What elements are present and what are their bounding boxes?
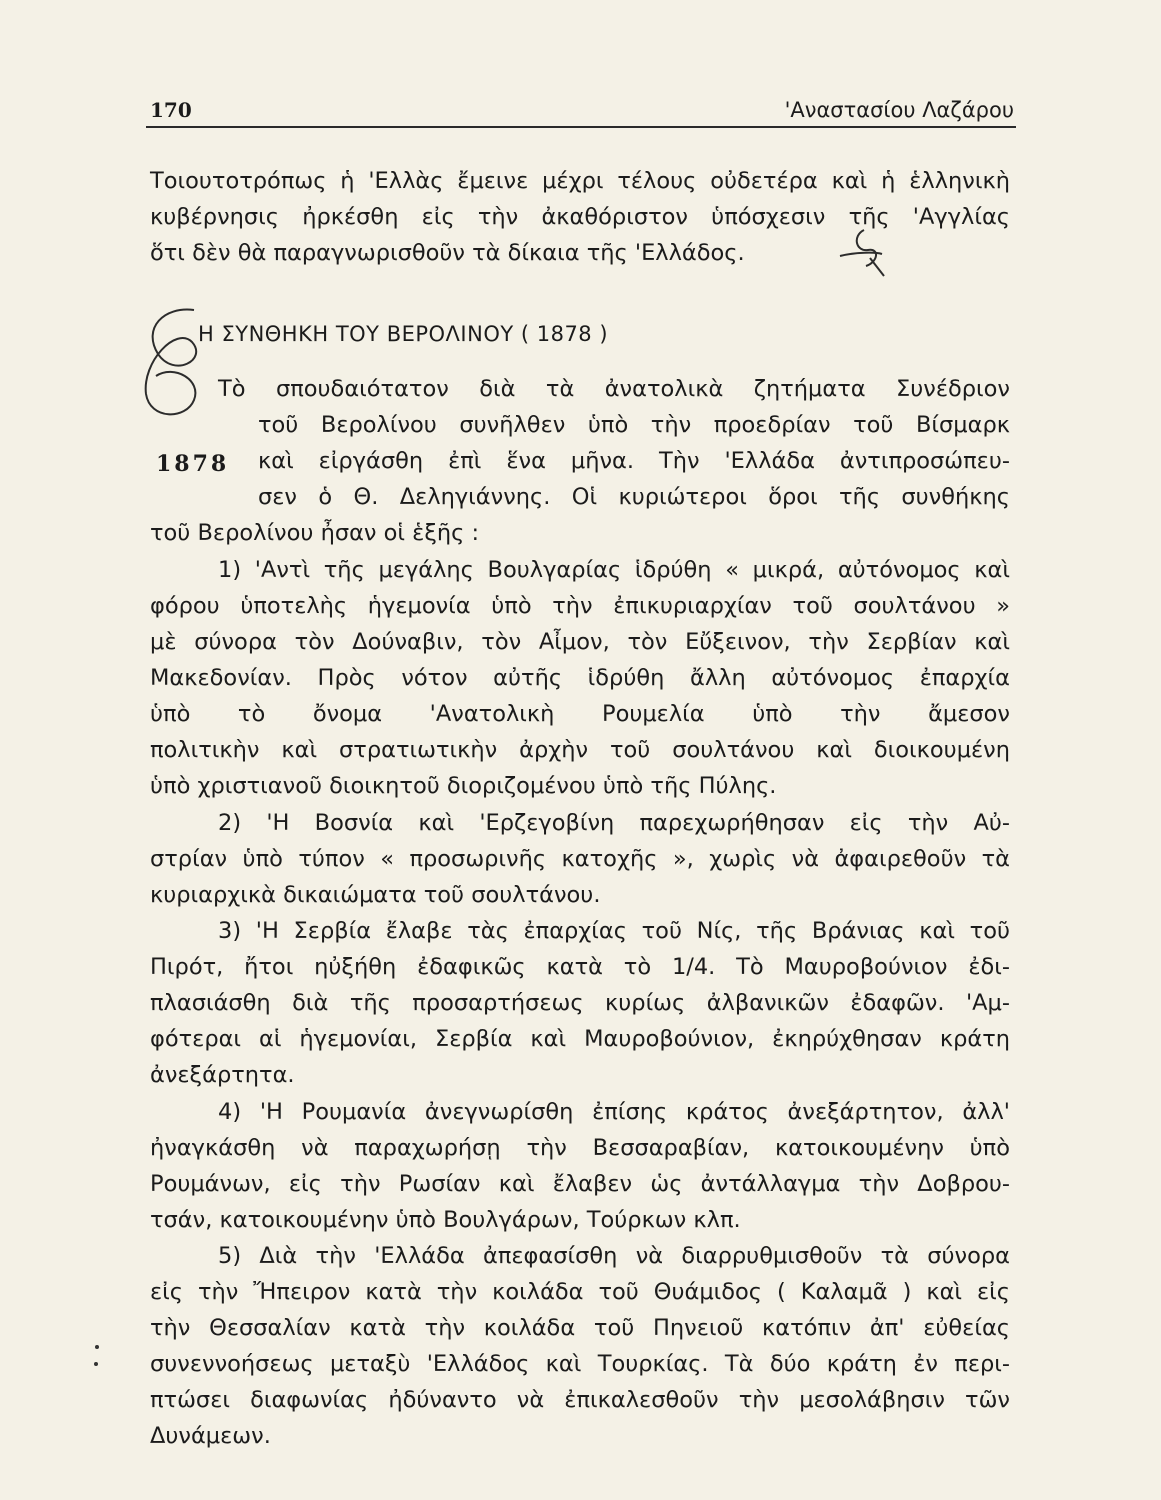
paragraph-line: Μακεδονίαν. Πρὸς νότον αὐτῆς ἱδρύθη ἄλλη αὐτόνομος ἐπαρχία — [150, 665, 1010, 691]
paragraph-line: καὶ εἰργάσθη ἐπὶ ἕνα μῆνα. Τὴν 'Ελλάδα ἀντιπροσώπευ- — [258, 448, 1010, 474]
paragraph-line: 3) 'Η Σερβία ἔλαβε τὰς ἐπαρχίας τοῦ Νίς, τῆς Βράνιας καὶ τοῦ — [218, 918, 1010, 944]
paragraph-line: στρίαν ὑπὸ τύπον « προσωρινῆς κατοχῆς », χωρὶς νὰ ἀφαιρεθοῦν τὰ — [150, 846, 1010, 872]
paragraph-line: Ρουμάνων, εἰς τὴν Ρωσίαν καὶ ἔλαβεν ὡς ἀντάλλαγμα τὴν Δοβρου- — [150, 1171, 1010, 1197]
paragraph-line: 4) 'Η Ρουμανία ἀνεγνωρίσθη ἐπίσης κράτος ἀνεξάρτητον, ἀλλ' — [218, 1099, 1010, 1125]
paragraph-line: πτώσει διαφωνίας ἠδύναντο νὰ ἐπικαλεσθοῦν τὴν μεσολάβησιν τῶν — [150, 1387, 1010, 1413]
intro-line: κυβέρνησις ἠρκέσθη εἰς τὴν ἀκαθόριστον ὑπόσχεσιν τῆς 'Αγγλίας — [150, 204, 1010, 230]
paragraph-line: Τὸ σπουδαιότατον διὰ τὰ ἀνατολικὰ ζητήματα Συνέδριον — [218, 376, 1010, 402]
paragraph-line: μὲ σύνορα τὸν Δούναβιν, τὸν Αἶμον, τὸν Εὔξεινον, τὴν Σερβίαν καὶ — [150, 629, 1010, 655]
paragraph-line: ἀνεξάρτητα. — [150, 1062, 295, 1088]
paragraph-line: φότεραι αἱ ἡγεμονίαι, Σερβία καὶ Μαυροβούνιον, ἐκηρύχθησαν κράτη — [150, 1026, 1010, 1052]
paragraph-line: συνεννοήσεως μεταξὺ 'Ελλάδος καὶ Τουρκίας. Τὰ δύο κράτη ἐν περι- — [150, 1351, 1010, 1377]
paragraph-line: 2) 'Η Βοσνία καὶ 'Ερζεγοβίνη παρεχωρήθησαν εἰς τὴν Αὐ- — [218, 810, 1010, 836]
section-title: Η ΣΥΝΘΗΚΗ ΤΟΥ ΒΕΡΟΛΙΝΟΥ ( 1878 ) — [198, 322, 609, 346]
pencil-section-mark-icon — [134, 302, 212, 430]
scan-speck — [95, 1345, 99, 1349]
paragraph-line: ὑπὸ χριστιανοῦ διοικητοῦ διοριζομένου ὑπὸ τῆς Πύλης. — [150, 773, 777, 799]
paragraph-line: σεν ὁ Θ. Δεληγιάννης. Οἱ κυριώτεροι ὅροι τῆς συνθήκης — [258, 484, 1010, 510]
page-header — [146, 92, 1016, 128]
intro-line: Τοιουτοτρόπως ἡ 'Ελλὰς ἔμεινε μέχρι τέλους οὐδετέρα καὶ ἡ ἑλληνικὴ — [150, 168, 1010, 194]
paragraph-line: τοῦ Βερολίνου συνῆλθεν ὑπὸ τὴν προεδρίαν τοῦ Βίσμαρκ — [258, 412, 1010, 438]
paragraph-line: 1) 'Αντὶ τῆς μεγάλης Βουλγαρίας ἱδρύθη « μικρά, αὐτόνομος καὶ — [218, 557, 1010, 583]
pencil-paragraph-mark-icon — [836, 216, 902, 280]
paragraph-line: τοῦ Βερολίνου ἦσαν οἱ ἑξῆς : — [150, 520, 480, 546]
page-number: 170 — [150, 98, 192, 122]
margin-year: 1878 — [156, 451, 230, 477]
paragraph-line: τσάν, κατοικουμένην ὑπὸ Βουλγάρων, Τούρκων κλπ. — [150, 1207, 741, 1233]
paragraph-line: εἰς τὴν Ἤπειρον κατὰ τὴν κοιλάδα τοῦ Θυάμιδος ( Καλαμᾶ ) καὶ εἰς — [150, 1279, 1010, 1305]
paragraph-line: ὑπὸ τὸ ὄνομα 'Ανατολικὴ Ρουμελία ὑπὸ τὴν ἄμεσον — [150, 701, 1010, 727]
paragraph-line: πλασιάσθη διὰ τῆς προσαρτήσεως κυρίως ἀλβανικῶν ἐδαφῶν. 'Αμ- — [150, 990, 1010, 1016]
paragraph-line: Πιρότ, ἤτοι ηὐξήθη ἐδαφικῶς κατὰ τὸ 1/4. Τὸ Μαυροβούνιον ἐδι- — [150, 954, 1010, 980]
paragraph-line: κυριαρχικὰ δικαιώματα τοῦ σουλτάνου. — [150, 882, 601, 908]
paragraph-line: τὴν Θεσσαλίαν κατὰ τὴν κοιλάδα τοῦ Πηνειοῦ κατόπιν ἀπ' εὐθείας — [150, 1315, 1010, 1341]
intro-line: ὅτι δὲν θὰ παραγνωρισθοῦν τὰ δίκαια τῆς 'Ελλάδος. — [150, 240, 745, 266]
paragraph-line: 5) Διὰ τὴν 'Ελλάδα ἀπεφασίσθη νὰ διαρρυθμισθοῦν τὰ σύνορα — [218, 1243, 1010, 1269]
scan-speck — [94, 1362, 98, 1366]
paragraph-line: ἠναγκάσθη νὰ παραχωρήσῃ τὴν Βεσσαραβίαν, κατοικουμένην ὑπὸ — [150, 1135, 1010, 1161]
running-head: 'Αναστασίου Λαζάρου — [784, 98, 1014, 122]
paragraph-line: πολιτικὴν καὶ στρατιωτικὴν ἀρχὴν τοῦ σουλτάνου καὶ διοικουμένη — [150, 737, 1010, 763]
paragraph-line: Δυνάμεων. — [150, 1423, 271, 1449]
paragraph-line: φόρου ὑποτελὴς ἡγεμονία ὑπὸ τὴν ἐπικυριαρχίαν τοῦ σουλτάνου » — [150, 593, 1010, 619]
